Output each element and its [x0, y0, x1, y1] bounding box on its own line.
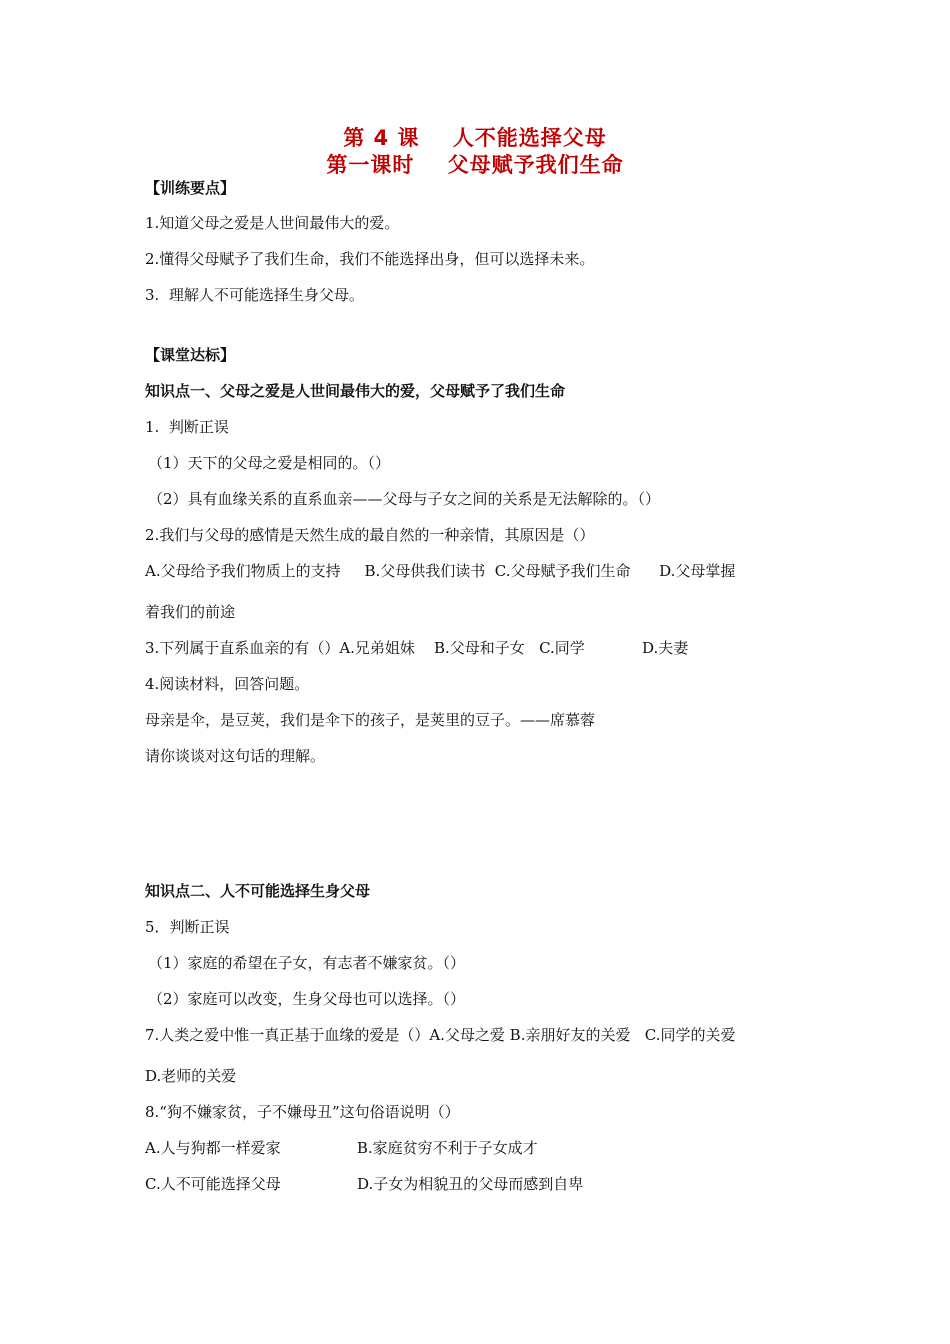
question-5: 5．判断正误	[145, 918, 230, 936]
question-1-item-2: （2）具有血缘关系的直系血亲——父母与子女之间的关系是无法解除的。（）	[148, 490, 661, 508]
question-8: 8.“狗不嫌家贫，子不嫌母丑”这句俗语说明（）	[145, 1103, 460, 1121]
question-1-item-1: （1）天下的父母之爱是相同的。（）	[148, 454, 391, 472]
training-point-2: 2.懂得父母赋予了我们生命，我们不能选择出身，但可以选择未来。	[145, 250, 595, 268]
lesson-title: 第 4 课 人不能选择父母	[343, 126, 607, 150]
question-2: 2.我们与父母的感情是天然生成的最自然的一种亲情，其原因是（）	[145, 526, 595, 544]
question-8-options-cd: C.人不可能选择父母 D.子女为相貌丑的父母而感到自卑	[145, 1175, 584, 1193]
section-training-points: 【训练要点】	[145, 179, 236, 197]
lesson-subtitle: 第一课时 父母赋予我们生命	[326, 153, 624, 177]
knowledge-point-2: 知识点二、人不可能选择生身父母	[145, 882, 371, 900]
question-4-quote: 母亲是伞，是豆荚，我们是伞下的孩子，是荚里的豆子。——席慕蓉	[145, 711, 596, 729]
section-classroom: 【课堂达标】	[145, 346, 236, 364]
question-1: 1. 判断正误	[145, 418, 229, 436]
question-7-cont: D.老师的关爱	[145, 1067, 237, 1085]
question-5-item-1: （1）家庭的希望在子女，有志者不嫌家贫。（）	[148, 954, 466, 972]
question-3: 3.下列属于直系血亲的有（）A.兄弟姐妹 B.父母和子女 C.同学 D.夫妻	[145, 639, 689, 657]
question-4: 4.阅读材料，回答问题。	[145, 675, 310, 693]
question-7: 7.人类之爱中惟一真正基于血缘的爱是（）A.父母之爱 B.亲朋好友的关爱 C.同学的关爱	[145, 1026, 736, 1044]
question-4-prompt: 请你谈谈对这句话的理解。	[145, 747, 326, 765]
question-2-options: A.父母给予我们物质上的支持 B.父母供我们读书 C.父母赋予我们生命 D.父母掌握	[145, 562, 736, 580]
training-point-1: 1.知道父母之爱是人世间最伟大的爱。	[145, 214, 400, 232]
question-8-options-ab: A.人与狗都一样爱家 B.家庭贫穷不利于子女成才	[145, 1139, 538, 1157]
knowledge-point-1: 知识点一、父母之爱是人世间最伟大的爱，父母赋予了我们生命	[145, 382, 566, 400]
question-5-item-2: （2）家庭可以改变，生身父母也可以选择。（）	[148, 990, 466, 1008]
training-point-3: 3. 理解人不可能选择生身父母。	[145, 286, 364, 304]
question-2-options-cont: 着我们的前途	[145, 603, 236, 621]
